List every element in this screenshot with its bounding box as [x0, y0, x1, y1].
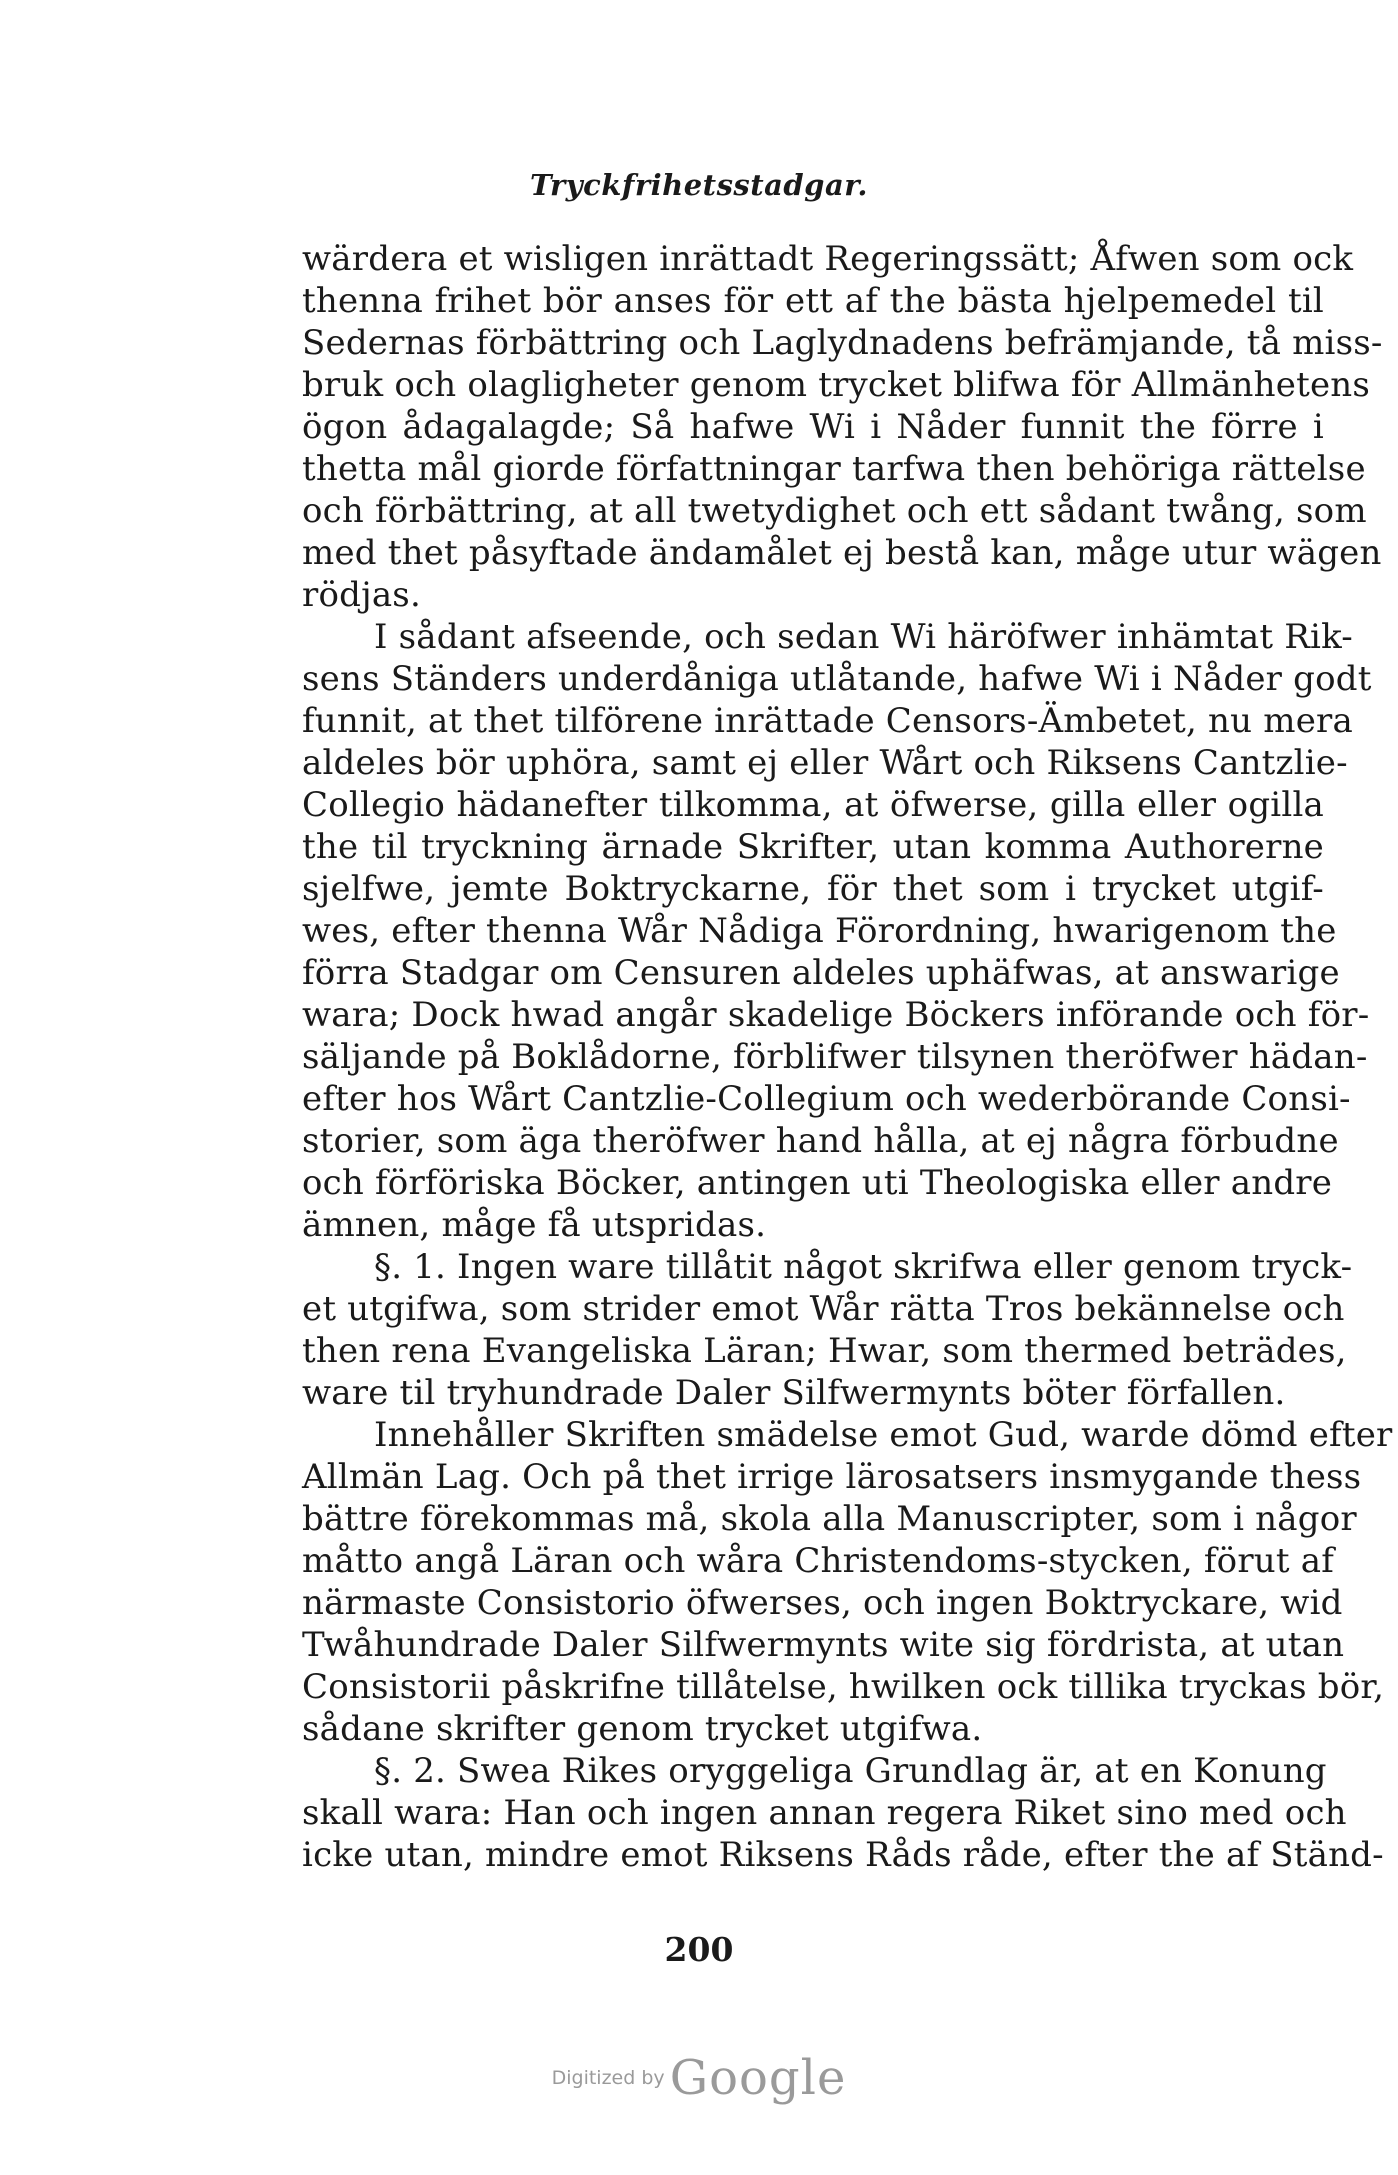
text-line: funnit, at thet tilförene inrättade Censors-Ämbetet, nu mera: [302, 701, 1353, 741]
text-line: sjelfwe, jemte Boktryckarne, för thet som i trycket utgif-: [302, 869, 1324, 909]
text-line: the til tryckning ärnade Skrifter, utan komma Authorerne: [302, 827, 1324, 867]
text-line: och förbättring, at all twetydighet och ett sådant twång, som: [302, 491, 1367, 531]
text-line: måtto angå Läran och wåra Christendoms-stycken, förut af: [302, 1541, 1335, 1581]
text-line: Consistorii påskrifne tillåtelse, hwilken ock tillika tryckas bör,: [302, 1667, 1385, 1707]
text-line: säljande på Boklådorne, förblifwer tilsynen theröfwer hädan-: [302, 1037, 1368, 1077]
text-line: wes, efter thenna Wår Nådiga Förordning, hwarigenom the: [302, 911, 1337, 951]
running-title: Tryckfrihetsstadgar.: [530, 168, 868, 202]
text-line: närmaste Consistorio öfwerses, och ingen Boktryckare, wid: [302, 1583, 1343, 1623]
paragraph-sadant-afseende: [302, 616, 1372, 1246]
text-line: et utgifwa, som strider emot Wår rätta Tros bekännelse och: [302, 1289, 1345, 1329]
google-logo: Google: [669, 2050, 847, 2106]
watermark-prefix: Digitized by: [551, 2067, 665, 2089]
text-line: skall wara: Han och ingen annan regera Riket sino med och: [302, 1793, 1347, 1833]
paragraph-section-1: [302, 1246, 1353, 1414]
text-line: rödjas.: [302, 575, 421, 615]
text-line: Collegio hädanefter tilkomma, at öfwerse, gilla eller ogilla: [302, 785, 1324, 825]
text-line: sådane skrifter genom trycket utgifwa.: [302, 1709, 983, 1749]
text-line: Innehåller Skriften smädelse emot Gud, warde dömd efter: [374, 1415, 1393, 1455]
text-line: then rena Evangeliska Läran; Hwar, som thermed beträdes,: [302, 1331, 1347, 1371]
text-line: ämnen, måge få utspridas.: [302, 1205, 767, 1245]
text-line: wara; Dock hwad angår skadelige Böckers införande och för-: [302, 995, 1370, 1035]
paragraph-innehaller: [302, 1414, 1393, 1750]
text-line: och förföriska Böcker, antingen uti Theologiska eller andre: [302, 1163, 1333, 1203]
paragraph-section-2: [302, 1750, 1384, 1876]
text-line: förra Stadgar om Censuren aldeles uphäfwas, at answarige: [302, 953, 1340, 993]
text-line: Allmän Lag. Och på thet irrige lärosatsers insmygande thess: [302, 1457, 1362, 1497]
text-line: Sedernas förbättring och Laglydnadens befrämjande, tå miss-: [302, 323, 1383, 363]
digitized-by-watermark: [0, 2050, 1398, 2106]
text-line: thenna frihet bör anses för ett af the bästa hjelpemedel til: [302, 281, 1324, 321]
text-line: aldeles bör uphöra, samt ej eller Wårt och Riksens Cantzlie-: [302, 743, 1348, 783]
text-line: wärdera et wisligen inrättadt Regeringssätt; Åfwen som ock: [302, 239, 1354, 279]
text-line: med thet påsyftade ändamålet ej bestå kan, måge utur wägen: [302, 533, 1382, 573]
text-line: I sådant afseende, och sedan Wi häröfwer inhämtat Rik-: [374, 617, 1353, 657]
text-line: ögon ådagalagde; Så hafwe Wi i Nåder funnit the förre i: [302, 407, 1324, 447]
body-text: [302, 238, 1393, 1876]
text-line: storier, som äga theröfwer hand hålla, at ej några förbudne: [302, 1121, 1339, 1161]
text-line: icke utan, mindre emot Riksens Råds råde, efter the af Ständ-: [302, 1835, 1384, 1875]
text-line: bruk och olagligheter genom trycket blifwa för Allmänhetens: [302, 365, 1371, 405]
text-line: ware til tryhundrade Daler Silfwermynts böter förfallen.: [302, 1373, 1286, 1413]
page-number: 200: [664, 1930, 734, 1969]
text-line: sens Ständers underdåniga utlåtande, hafwe Wi i Nåder godt: [302, 659, 1372, 699]
text-line: efter hos Wårt Cantzlie-Collegium och wederbörande Consi-: [302, 1079, 1351, 1119]
text-line: §. 1. Ingen ware tillåtit något skrifwa eller genom tryck-: [374, 1247, 1353, 1287]
text-line: Twåhundrade Daler Silfwermynts wite sig fördrista, at utan: [302, 1625, 1345, 1665]
text-line: thetta mål giorde författningar tarfwa then behöriga rättelse: [302, 449, 1366, 489]
text-line: bättre förekommas må, skola alla Manuscripter, som i någor: [302, 1499, 1357, 1539]
text-line: §. 2. Swea Rikes oryggeliga Grundlag är, at en Konung: [374, 1751, 1327, 1791]
paragraph-continuation: [302, 238, 1383, 616]
